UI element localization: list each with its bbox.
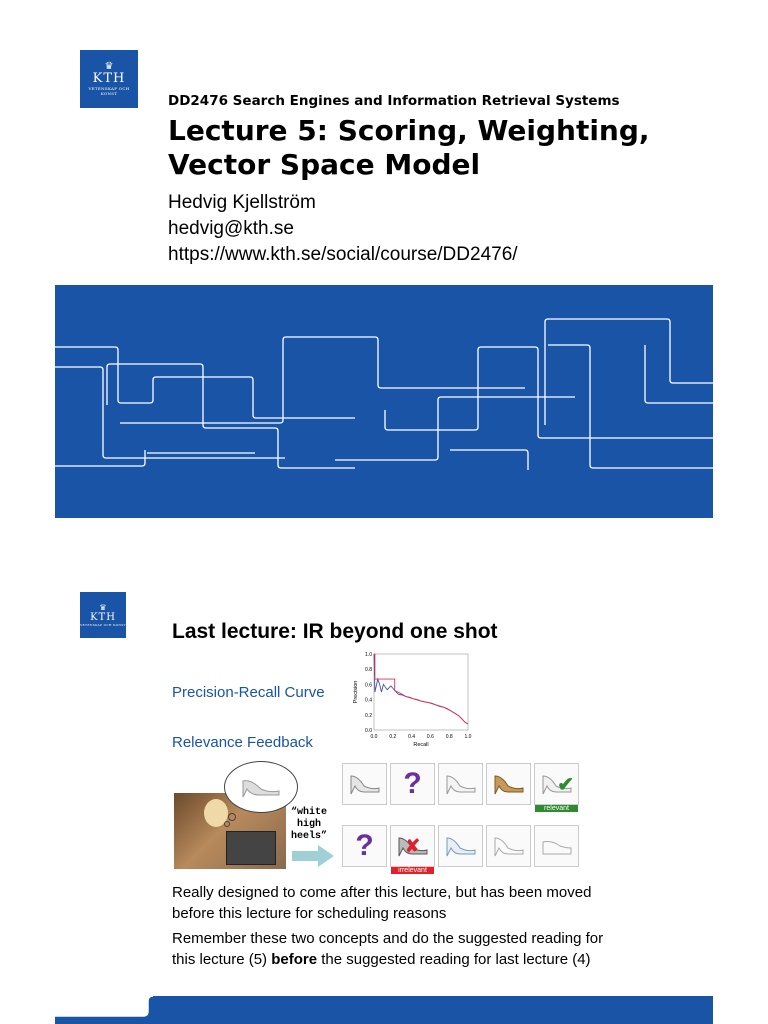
x-tick-label: 0.2 <box>389 734 397 740</box>
result-shoe-3[interactable] <box>438 763 483 805</box>
shoe-icon <box>348 772 382 796</box>
question-mark-icon: ? <box>403 767 422 800</box>
result-shoe-5-relevant[interactable] <box>534 763 579 812</box>
x-tick-label: 0.0 <box>370 734 378 740</box>
crown-icon: ♛ <box>99 602 107 612</box>
precision-recall-chart <box>352 648 478 752</box>
note-paragraph-2: Remember these two concepts and do the suggested reading for this lecture (5) before the suggested reading for last lecture (4) <box>172 930 604 968</box>
shoe-icon <box>444 834 478 858</box>
author-name: Hedvig Kjellström <box>168 192 316 213</box>
y-tick-label: 0.6 <box>365 682 372 689</box>
circuit-lines-graphic <box>55 285 713 518</box>
chart-plot-area <box>374 654 468 730</box>
result-unknown-1[interactable] <box>390 763 435 805</box>
query-text: “white high heels” <box>290 807 327 842</box>
cross-icon: ✘ <box>405 836 421 856</box>
x-tick-label: 0.8 <box>445 734 453 740</box>
y-tick-label: 0.8 <box>365 667 372 674</box>
relevance-feedback-label: Relevance Feedback <box>172 734 313 751</box>
shoe-icon <box>492 834 526 858</box>
decorative-banner <box>55 285 713 518</box>
result-shoe-7-irrelevant[interactable] <box>390 825 435 874</box>
relevance-feedback-illustration <box>172 757 582 872</box>
x-axis-label: Recall <box>413 742 429 748</box>
bottom-banner <box>55 996 713 1024</box>
kth-logo: ♛ KTH VETENSKAP OCH KONST <box>80 50 138 108</box>
question-mark-icon: ? <box>355 829 374 862</box>
y-tick-label: 1.0 <box>365 652 372 658</box>
y-tick-label: 0.2 <box>365 712 372 719</box>
arrow-right-icon <box>292 845 334 867</box>
y-tick-label: 0.4 <box>365 697 372 704</box>
result-unknown-2[interactable] <box>342 825 387 867</box>
result-shoe-4[interactable] <box>486 763 531 805</box>
kth-logo-small: ♛ KTH VETENSKAP OCH KONST <box>80 592 126 638</box>
note-paragraph-1: Really designed to come after this lecture, but has been moved before this lecture for scheduling reasons <box>172 884 592 922</box>
shoe-icon <box>492 772 526 796</box>
shoe-icon <box>239 775 283 799</box>
shoe-icon <box>540 834 574 858</box>
crown-icon: ♛ <box>104 61 114 72</box>
precision-recall-label: Precision-Recall Curve <box>172 684 325 701</box>
x-tick-label: 0.4 <box>408 734 416 740</box>
result-shoe-10[interactable] <box>534 825 579 867</box>
result-shoe-1[interactable] <box>342 763 387 805</box>
lecture-title: Lecture 5: Scoring, Weighting, Vector Space Model <box>168 114 650 181</box>
slide-title: Last lecture: IR beyond one shot <box>172 620 498 643</box>
relevant-tag: relevant <box>535 805 578 812</box>
irrelevant-tag: irrelevant <box>391 867 434 874</box>
x-tick-label: 0.6 <box>426 734 434 740</box>
author-block <box>168 190 518 268</box>
author-email[interactable]: hedvig@kth.se <box>168 218 294 239</box>
series-line-1 <box>374 654 468 724</box>
result-shoe-9[interactable] <box>486 825 531 867</box>
thought-dot <box>224 821 230 827</box>
course-url[interactable]: https://www.kth.se/social/course/DD2476/ <box>168 244 518 265</box>
laptop-icon <box>226 831 276 865</box>
y-tick-label: 0.0 <box>365 728 372 734</box>
y-axis-label: Precision <box>353 680 359 704</box>
result-shoe-8[interactable] <box>438 825 483 867</box>
thought-bubble <box>224 761 298 813</box>
course-name: DD2476 Search Engines and Information Retrieval Systems <box>168 93 620 109</box>
thought-dot <box>228 813 236 821</box>
checkmark-icon: ✔ <box>557 774 574 796</box>
x-tick-label: 1.0 <box>464 734 472 740</box>
shoe-icon <box>444 772 478 796</box>
